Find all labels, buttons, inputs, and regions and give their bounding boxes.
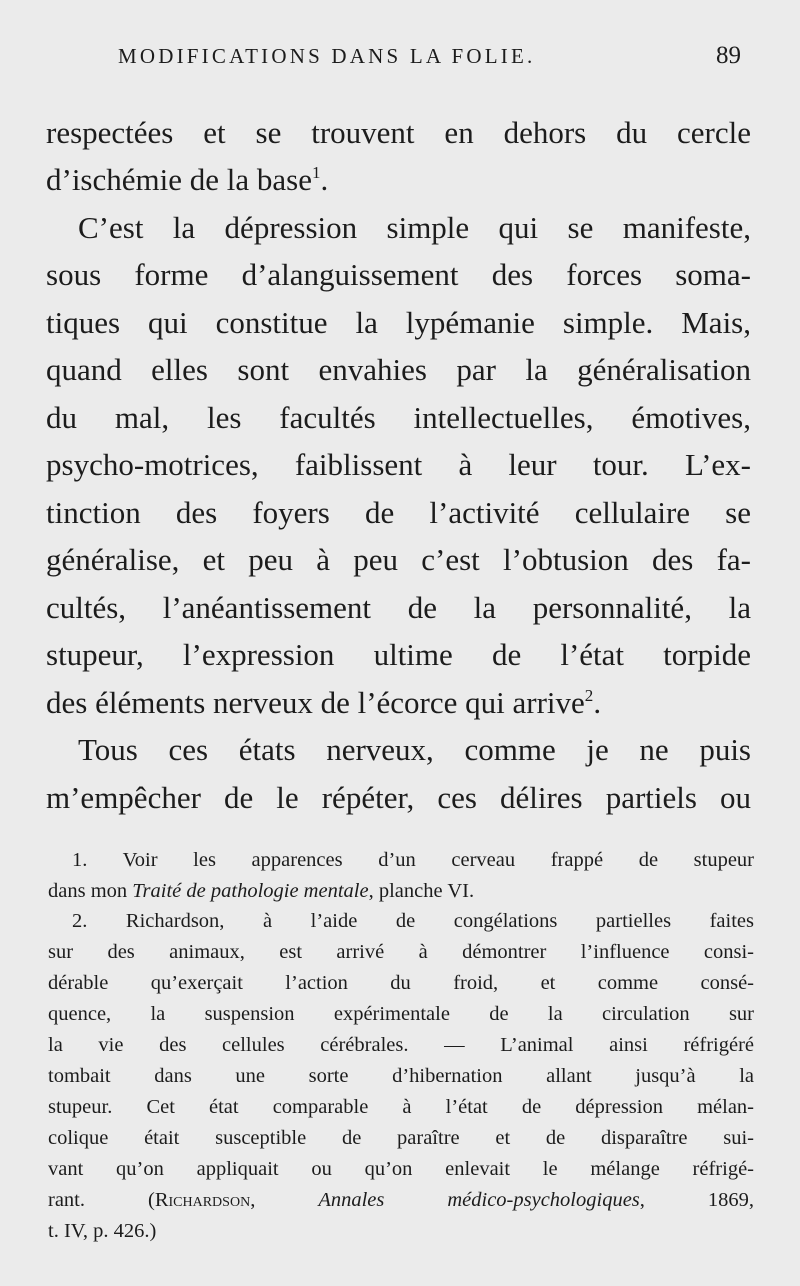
footnote-2-line: tombait dans une sorte d’hibernation allant jusqu’à la <box>48 1065 754 1087</box>
body-line: C’est la dépression simple qui se manifeste, <box>78 210 751 245</box>
body-line <box>46 157 751 203</box>
body-line <box>46 680 751 726</box>
body-line: tinction des foyers de l’activité cellulaire se <box>46 495 751 530</box>
body-line-text: . <box>320 162 329 197</box>
footnote-text: rant. ( <box>48 1189 155 1211</box>
footnote-text: , 1869, <box>639 1189 755 1211</box>
footnote-ref: 1 <box>311 163 321 183</box>
footnote-text: , <box>250 1189 319 1211</box>
body-line: stupeur, l’expression ultime de l’état torpide <box>46 637 751 672</box>
body-line: du mal, les facultés intellectuelles, émotives, <box>46 400 751 435</box>
footnote-2-line: vant qu’on appliquait ou qu’on enlevait le mélange réfrigé- <box>48 1158 754 1180</box>
body-line: respectées et se trouvent en dehors du cercle <box>46 115 751 150</box>
book-title: Traité de pathologie mentale <box>132 880 369 902</box>
body-line: quand elles sont envahies par la généralisation <box>46 352 751 387</box>
footnote-2-line: la vie des cellules cérébrales. — L’animal ainsi réfrigéré <box>48 1034 754 1056</box>
body-line: m’empêcher de le répéter, ces délires partiels ou <box>46 780 751 815</box>
running-title: MODIFICATIONS DANS LA FOLIE. <box>118 44 536 68</box>
body-line: sous forme d’alanguissement des forces soma- <box>46 257 751 292</box>
body-line-text: des éléments nerveux de l’écorce qui arrive <box>46 685 585 720</box>
page-number: 89 <box>716 42 741 69</box>
footnote-2-line: dérable qu’exerçait l’action du froid, et comme consé- <box>48 972 754 994</box>
footnote-1-line <box>48 876 754 907</box>
footnote-1-line: 1. Voir les apparences d’un cerveau frappé de stupeur <box>72 849 754 871</box>
footnote-ref: 2 <box>584 686 594 706</box>
footnote-2-line: colique était susceptible de paraître et de disparaître sui- <box>48 1127 754 1149</box>
page-header <box>0 40 800 80</box>
footnote-2-line: sur des animaux, est arrivé à démontrer l’influence consi- <box>48 941 754 963</box>
body-line: psycho-motrices, faiblissent à leur tour. L’ex- <box>46 447 751 482</box>
footnote-2-line: t. IV, p. 426.) <box>48 1220 157 1242</box>
body-line: cultés, l’anéantissement de la personnalité, la <box>46 590 751 625</box>
footnote-text: dans mon <box>48 880 133 902</box>
author-name: Richardson <box>154 1189 251 1211</box>
body-line-text: . <box>593 685 602 720</box>
body-line-text: d’ischémie de la base <box>46 162 312 197</box>
footnote-2-line <box>48 1185 754 1216</box>
footnote-text: , planche VI. <box>368 880 475 902</box>
body-line: tiques qui constitue la lypémanie simple. Mais, <box>46 305 751 340</box>
footnote-2-line: 2. Richardson, à l’aide de congélations partielles faites <box>72 910 754 932</box>
body-line: Tous ces états nerveux, comme je ne puis <box>78 732 751 767</box>
journal-title: Annales médico-psychologiques <box>318 1189 640 1211</box>
footnote-2-line: stupeur. Cet état comparable à l’état de dépression mélan- <box>48 1096 754 1118</box>
body-line: généralise, et peu à peu c’est l’obtusion des fa- <box>46 542 751 577</box>
footnote-2-line: quence, la suspension expérimentale de la circulation sur <box>48 1003 754 1025</box>
